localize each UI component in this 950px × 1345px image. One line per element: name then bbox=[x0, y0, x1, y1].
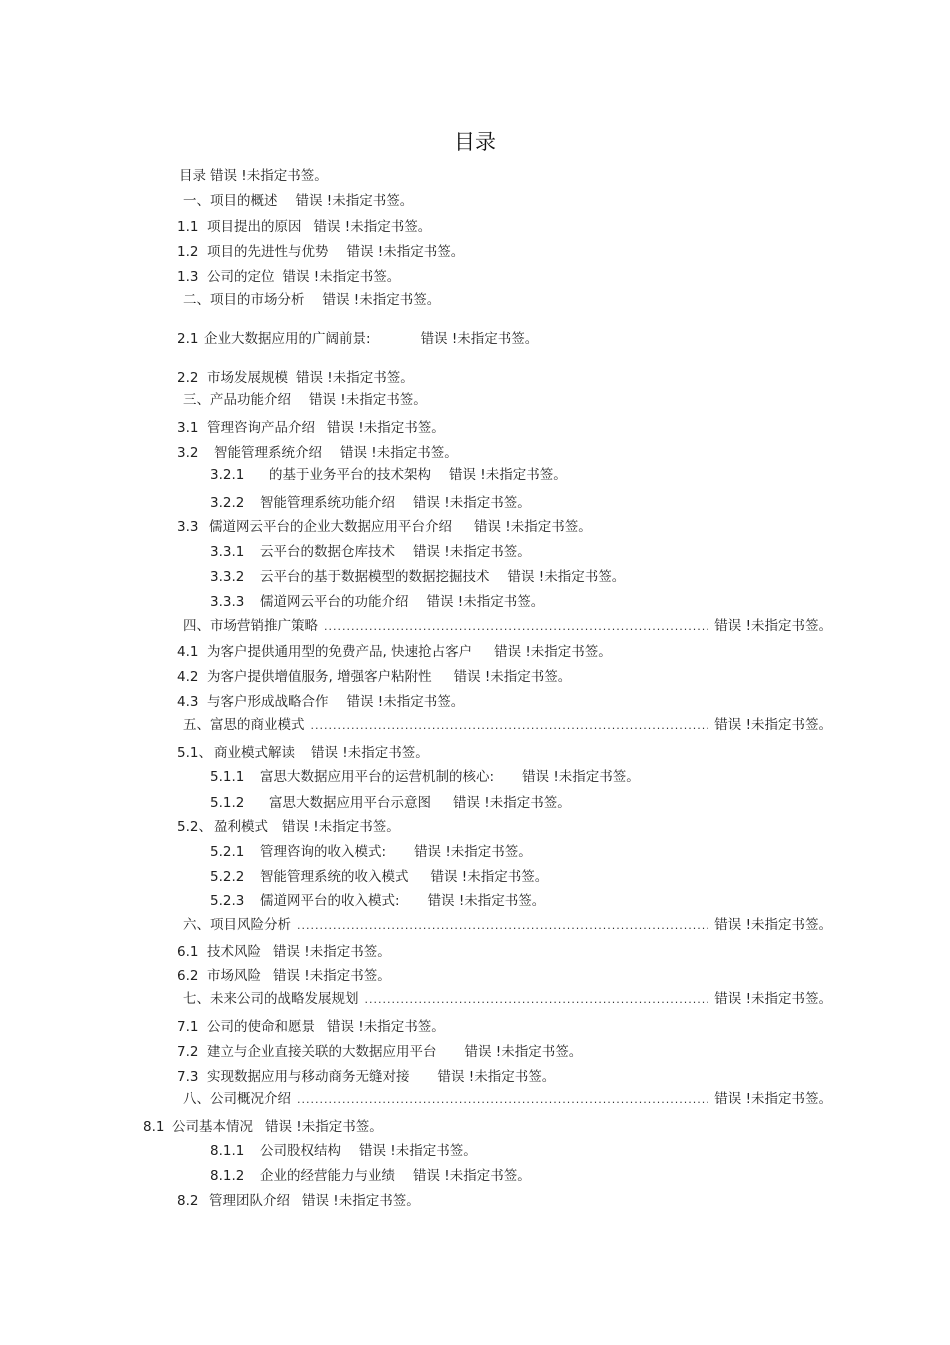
toc-entry-page-ref: 错误 !未指定书签。 bbox=[714, 917, 832, 933]
toc-entry-page-ref: 错误 !未指定书签。 bbox=[522, 769, 640, 785]
toc-entry-title: 二、项目的市场分析 bbox=[183, 292, 305, 308]
toc-entry-number: 6.1 bbox=[177, 944, 199, 960]
toc-entry-title: 七、未来公司的战略发展规划 bbox=[183, 991, 359, 1007]
toc-entry[interactable] bbox=[177, 268, 400, 286]
toc-entry-number: 3.2.2 bbox=[210, 495, 245, 511]
toc-entry-number: 8.1.1 bbox=[210, 1143, 245, 1159]
toc-entry-number: 5.2、 bbox=[177, 819, 212, 835]
toc-entry-title: 管理团队介绍 bbox=[209, 1193, 290, 1209]
toc-dot-leader bbox=[311, 717, 709, 735]
toc-entry[interactable] bbox=[210, 1167, 531, 1185]
toc-entry-title: 三、产品功能介绍 bbox=[183, 392, 291, 408]
toc-entry-number: 3.3.3 bbox=[210, 594, 245, 610]
toc-entry-page-ref: 错误 !未指定书签。 bbox=[340, 445, 458, 461]
toc-entry-page-ref: 错误 !未指定书签。 bbox=[346, 694, 465, 710]
toc-entry-title: 市场发展规模 bbox=[207, 370, 288, 386]
toc-entry-number: 5.2.1 bbox=[210, 844, 245, 860]
toc-entry[interactable] bbox=[143, 1118, 383, 1136]
toc-entry-title: 建立与企业直接关联的大数据应用平台 bbox=[207, 1044, 437, 1060]
toc-dot-leader bbox=[365, 991, 709, 1009]
toc-entry-number: 2.2 bbox=[177, 370, 199, 386]
toc-entry[interactable] bbox=[179, 617, 832, 636]
toc-entry[interactable] bbox=[177, 1192, 420, 1210]
toc-entry-page-ref: 错误 !未指定书签。 bbox=[313, 219, 432, 235]
toc-entry-number: 7.2 bbox=[177, 1044, 199, 1060]
toc-entry-title: 盈利模式 bbox=[214, 819, 268, 835]
toc-entry-title: 的基于业务平台的技术架构 bbox=[269, 467, 431, 483]
toc-entry[interactable] bbox=[210, 593, 544, 611]
toc-entry[interactable] bbox=[210, 794, 571, 812]
toc-entry-page-ref: 错误 !未指定书签。 bbox=[273, 944, 391, 960]
toc-entry-number: 5.2.2 bbox=[210, 869, 245, 885]
toc-entry[interactable] bbox=[210, 768, 640, 786]
toc-entry-number: 3.3.2 bbox=[210, 569, 245, 585]
toc-entry-title: 实现数据应用与移动商务无缝对接 bbox=[207, 1069, 410, 1085]
toc-entry-number: 1.1 bbox=[177, 219, 199, 235]
toc-entry-page-ref: 错误 !未指定书签。 bbox=[414, 844, 532, 860]
toc-entry[interactable] bbox=[210, 892, 545, 910]
toc-entry-title: 儒道网平台的收入模式: bbox=[260, 893, 400, 909]
toc-entry-page-ref: 错误 !未指定书签。 bbox=[449, 467, 567, 483]
toc-entry-title: 公司股权结构 bbox=[260, 1143, 341, 1159]
toc-entry-page-ref: 错误 !未指定书签。 bbox=[296, 370, 414, 386]
toc-entry[interactable] bbox=[177, 744, 429, 762]
toc-dot-leader bbox=[297, 917, 708, 935]
toc-entry-number: 8.2 bbox=[177, 1193, 199, 1209]
toc-entry-page-ref: 错误 !未指定书签。 bbox=[494, 644, 612, 660]
toc-entry[interactable] bbox=[177, 693, 464, 711]
toc-entry-page-ref: 错误 !未指定书签。 bbox=[265, 1119, 383, 1135]
toc-entry[interactable] bbox=[179, 192, 413, 210]
toc-entry[interactable] bbox=[179, 716, 832, 735]
toc-entry-title: 目录 bbox=[179, 168, 206, 184]
toc-entry-title: 企业的经营能力与业绩 bbox=[260, 1168, 395, 1184]
toc-entry[interactable] bbox=[177, 1043, 582, 1061]
toc-entry-title: 一、项目的概述 bbox=[183, 193, 278, 209]
toc-entry-title: 四、市场营销推广策略 bbox=[183, 618, 318, 634]
toc-entry-number: 4.3 bbox=[177, 694, 199, 710]
toc-entry[interactable] bbox=[177, 419, 445, 437]
toc-entry-title: 企业大数据应用的广阔前景: bbox=[204, 331, 371, 347]
toc-entry-number: 5.1.1 bbox=[210, 769, 245, 785]
toc-entry-page-ref: 错误 !未指定书签。 bbox=[714, 991, 832, 1007]
toc-dot-leader bbox=[297, 1091, 708, 1109]
toc-entry[interactable] bbox=[210, 494, 531, 512]
toc-entry-page-ref: 错误 !未指定书签。 bbox=[346, 244, 465, 260]
toc-entry-title: 与客户形成战略合作 bbox=[207, 694, 329, 710]
toc-entry[interactable] bbox=[210, 568, 625, 586]
toc-entry-title: 八、公司概况介绍 bbox=[183, 1091, 291, 1107]
toc-entry-title: 五、富思的商业模式 bbox=[183, 717, 305, 733]
toc-entry-page-ref: 错误 !未指定书签。 bbox=[327, 420, 445, 436]
toc-entry-title: 儒道网云平台的功能介绍 bbox=[260, 594, 409, 610]
toc-entry-number: 3.1 bbox=[177, 420, 199, 436]
toc-entry-page-ref: 错误 !未指定书签。 bbox=[474, 519, 592, 535]
toc-entry-number: 3.3 bbox=[177, 519, 199, 535]
toc-entry-number: 1.3 bbox=[177, 269, 199, 285]
toc-entry-number: 7.3 bbox=[177, 1069, 199, 1085]
toc-entry[interactable] bbox=[210, 843, 532, 861]
toc-entry-title: 市场风险 bbox=[207, 968, 261, 984]
toc-entry-page-ref: 错误 !未指定书签。 bbox=[427, 893, 546, 909]
page-title: 目录 bbox=[454, 130, 496, 154]
toc-entry[interactable] bbox=[179, 990, 832, 1009]
toc-entry-title: 六、项目风险分析 bbox=[183, 917, 291, 933]
toc-entry[interactable] bbox=[210, 466, 567, 484]
toc-entry-page-ref: 错误 !未指定书签。 bbox=[426, 594, 545, 610]
toc-entry-page-ref: 错误 !未指定书签。 bbox=[413, 544, 531, 560]
toc-entry-page-ref: 错误 !未指定书签。 bbox=[311, 745, 429, 761]
toc-entry-number: 3.2 bbox=[177, 445, 199, 461]
toc-entry[interactable] bbox=[210, 868, 548, 886]
toc-entry-page-ref: 错误 !未指定书签。 bbox=[453, 795, 571, 811]
toc-entry-number: 3.2.1 bbox=[210, 467, 245, 483]
toc-entry[interactable] bbox=[177, 444, 458, 462]
toc-entry[interactable] bbox=[210, 1142, 477, 1160]
toc-entry[interactable] bbox=[177, 967, 391, 985]
toc-entry-title: 公司的使命和愿景 bbox=[207, 1019, 315, 1035]
toc-entry-title: 云平台的数据仓库技术 bbox=[260, 544, 395, 560]
toc-entry[interactable] bbox=[177, 668, 571, 686]
toc-entry-title: 智能管理系统介绍 bbox=[214, 445, 322, 461]
toc-entry-title: 公司的定位 bbox=[207, 269, 275, 285]
toc-entry-number: 1.2 bbox=[177, 244, 199, 260]
toc-entry[interactable] bbox=[179, 391, 427, 409]
toc-entry[interactable] bbox=[177, 518, 592, 536]
toc-entry[interactable] bbox=[179, 1090, 832, 1109]
toc-entry-page-ref: 错误 !未指定书签。 bbox=[507, 569, 626, 585]
toc-entry-number: 3.3.1 bbox=[210, 544, 245, 560]
toc-entry-page-ref: 错误 !未指定书签。 bbox=[273, 968, 391, 984]
toc-entry[interactable] bbox=[177, 330, 538, 348]
toc-entry-page-ref: 错误 !未指定书签。 bbox=[453, 669, 572, 685]
toc-entry[interactable] bbox=[177, 943, 391, 961]
toc-entry-number: 4.1 bbox=[177, 644, 199, 660]
toc-entry-page-ref: 错误 !未指定书签。 bbox=[420, 331, 539, 347]
toc-entry-page-ref: 错误 !未指定书签。 bbox=[714, 717, 832, 733]
toc-entry-title: 智能管理系统功能介绍 bbox=[260, 495, 395, 511]
toc-entry-page-ref: 错误 !未指定书签。 bbox=[295, 193, 414, 209]
toc-entry-title: 富思大数据应用平台示意图 bbox=[269, 795, 431, 811]
toc-entry-title: 公司基本情况 bbox=[172, 1119, 253, 1135]
toc-entry-page-ref: 错误 !未指定书签。 bbox=[359, 1143, 477, 1159]
toc-entry-number: 4.2 bbox=[177, 669, 199, 685]
toc-entry-page-ref: 错误 !未指定书签。 bbox=[282, 269, 401, 285]
toc-entry-title: 云平台的基于数据模型的数据挖掘技术 bbox=[260, 569, 490, 585]
toc-entry[interactable] bbox=[177, 218, 431, 236]
toc-entry-title: 项目提出的原因 bbox=[207, 219, 302, 235]
toc-entry-page-ref: 错误 !未指定书签。 bbox=[309, 392, 427, 408]
toc-entry-title: 技术风险 bbox=[207, 944, 261, 960]
toc-entry-number: 5.1.2 bbox=[210, 795, 245, 811]
toc-entry-title: 富思大数据应用平台的运营机制的核心: bbox=[260, 769, 495, 785]
toc-entry-page-ref: 错误 !未指定书签。 bbox=[282, 819, 400, 835]
toc-entry-number: 2.1 bbox=[177, 331, 199, 347]
toc-entry-title: 智能管理系统的收入模式 bbox=[260, 869, 409, 885]
toc-entry-page-ref: 错误 !未指定书签。 bbox=[464, 1044, 583, 1060]
toc-entry-number: 8.1.2 bbox=[210, 1168, 245, 1184]
toc-dot-leader bbox=[324, 618, 708, 636]
toc-entry[interactable] bbox=[177, 643, 612, 661]
toc-entry-number: 5.2.3 bbox=[210, 893, 245, 909]
toc-entry[interactable] bbox=[177, 1068, 555, 1086]
toc-entry[interactable] bbox=[177, 243, 464, 261]
toc-entry-page-ref: 错误 !未指定书签。 bbox=[210, 168, 328, 184]
toc-entry-page-ref: 错误 !未指定书签。 bbox=[413, 1168, 531, 1184]
toc-entry-title: 儒道网云平台的企业大数据应用平台介绍 bbox=[209, 519, 452, 535]
toc-entry-number: 5.1、 bbox=[177, 745, 212, 761]
toc-entry-page-ref: 错误 !未指定书签。 bbox=[714, 618, 832, 634]
toc-entry[interactable] bbox=[177, 1018, 445, 1036]
toc-entry[interactable] bbox=[177, 818, 400, 836]
toc-entry-page-ref: 错误 !未指定书签。 bbox=[413, 495, 531, 511]
toc-entry[interactable] bbox=[179, 167, 328, 185]
toc-entry-page-ref: 错误 !未指定书签。 bbox=[327, 1019, 445, 1035]
toc-entry-title: 为客户提供增值服务, 增强客户粘附性 bbox=[207, 669, 432, 685]
toc-entry-page-ref: 错误 !未指定书签。 bbox=[302, 1193, 420, 1209]
toc-entry-number: 6.2 bbox=[177, 968, 199, 984]
toc-entry-number: 8.1 bbox=[143, 1119, 165, 1135]
toc-entry-page-ref: 错误 !未指定书签。 bbox=[430, 869, 549, 885]
toc-entry-title: 项目的先进性与优势 bbox=[207, 244, 329, 260]
toc-entry-title: 管理咨询产品介绍 bbox=[207, 420, 315, 436]
toc-entry-title: 管理咨询的收入模式: bbox=[260, 844, 387, 860]
toc-entry-title: 商业模式解读 bbox=[214, 745, 295, 761]
toc-entry-number: 7.1 bbox=[177, 1019, 199, 1035]
toc-entry-page-ref: 错误 !未指定书签。 bbox=[322, 292, 441, 308]
toc-entry[interactable] bbox=[179, 916, 832, 935]
toc-entry-page-ref: 错误 !未指定书签。 bbox=[437, 1069, 556, 1085]
toc-entry-title: 为客户提供通用型的免费产品, 快速抢占客户 bbox=[207, 644, 473, 660]
toc-entry[interactable] bbox=[179, 291, 440, 309]
toc-entry[interactable] bbox=[177, 369, 414, 387]
toc-entry-page-ref: 错误 !未指定书签。 bbox=[714, 1091, 832, 1107]
toc-entry[interactable] bbox=[210, 543, 531, 561]
